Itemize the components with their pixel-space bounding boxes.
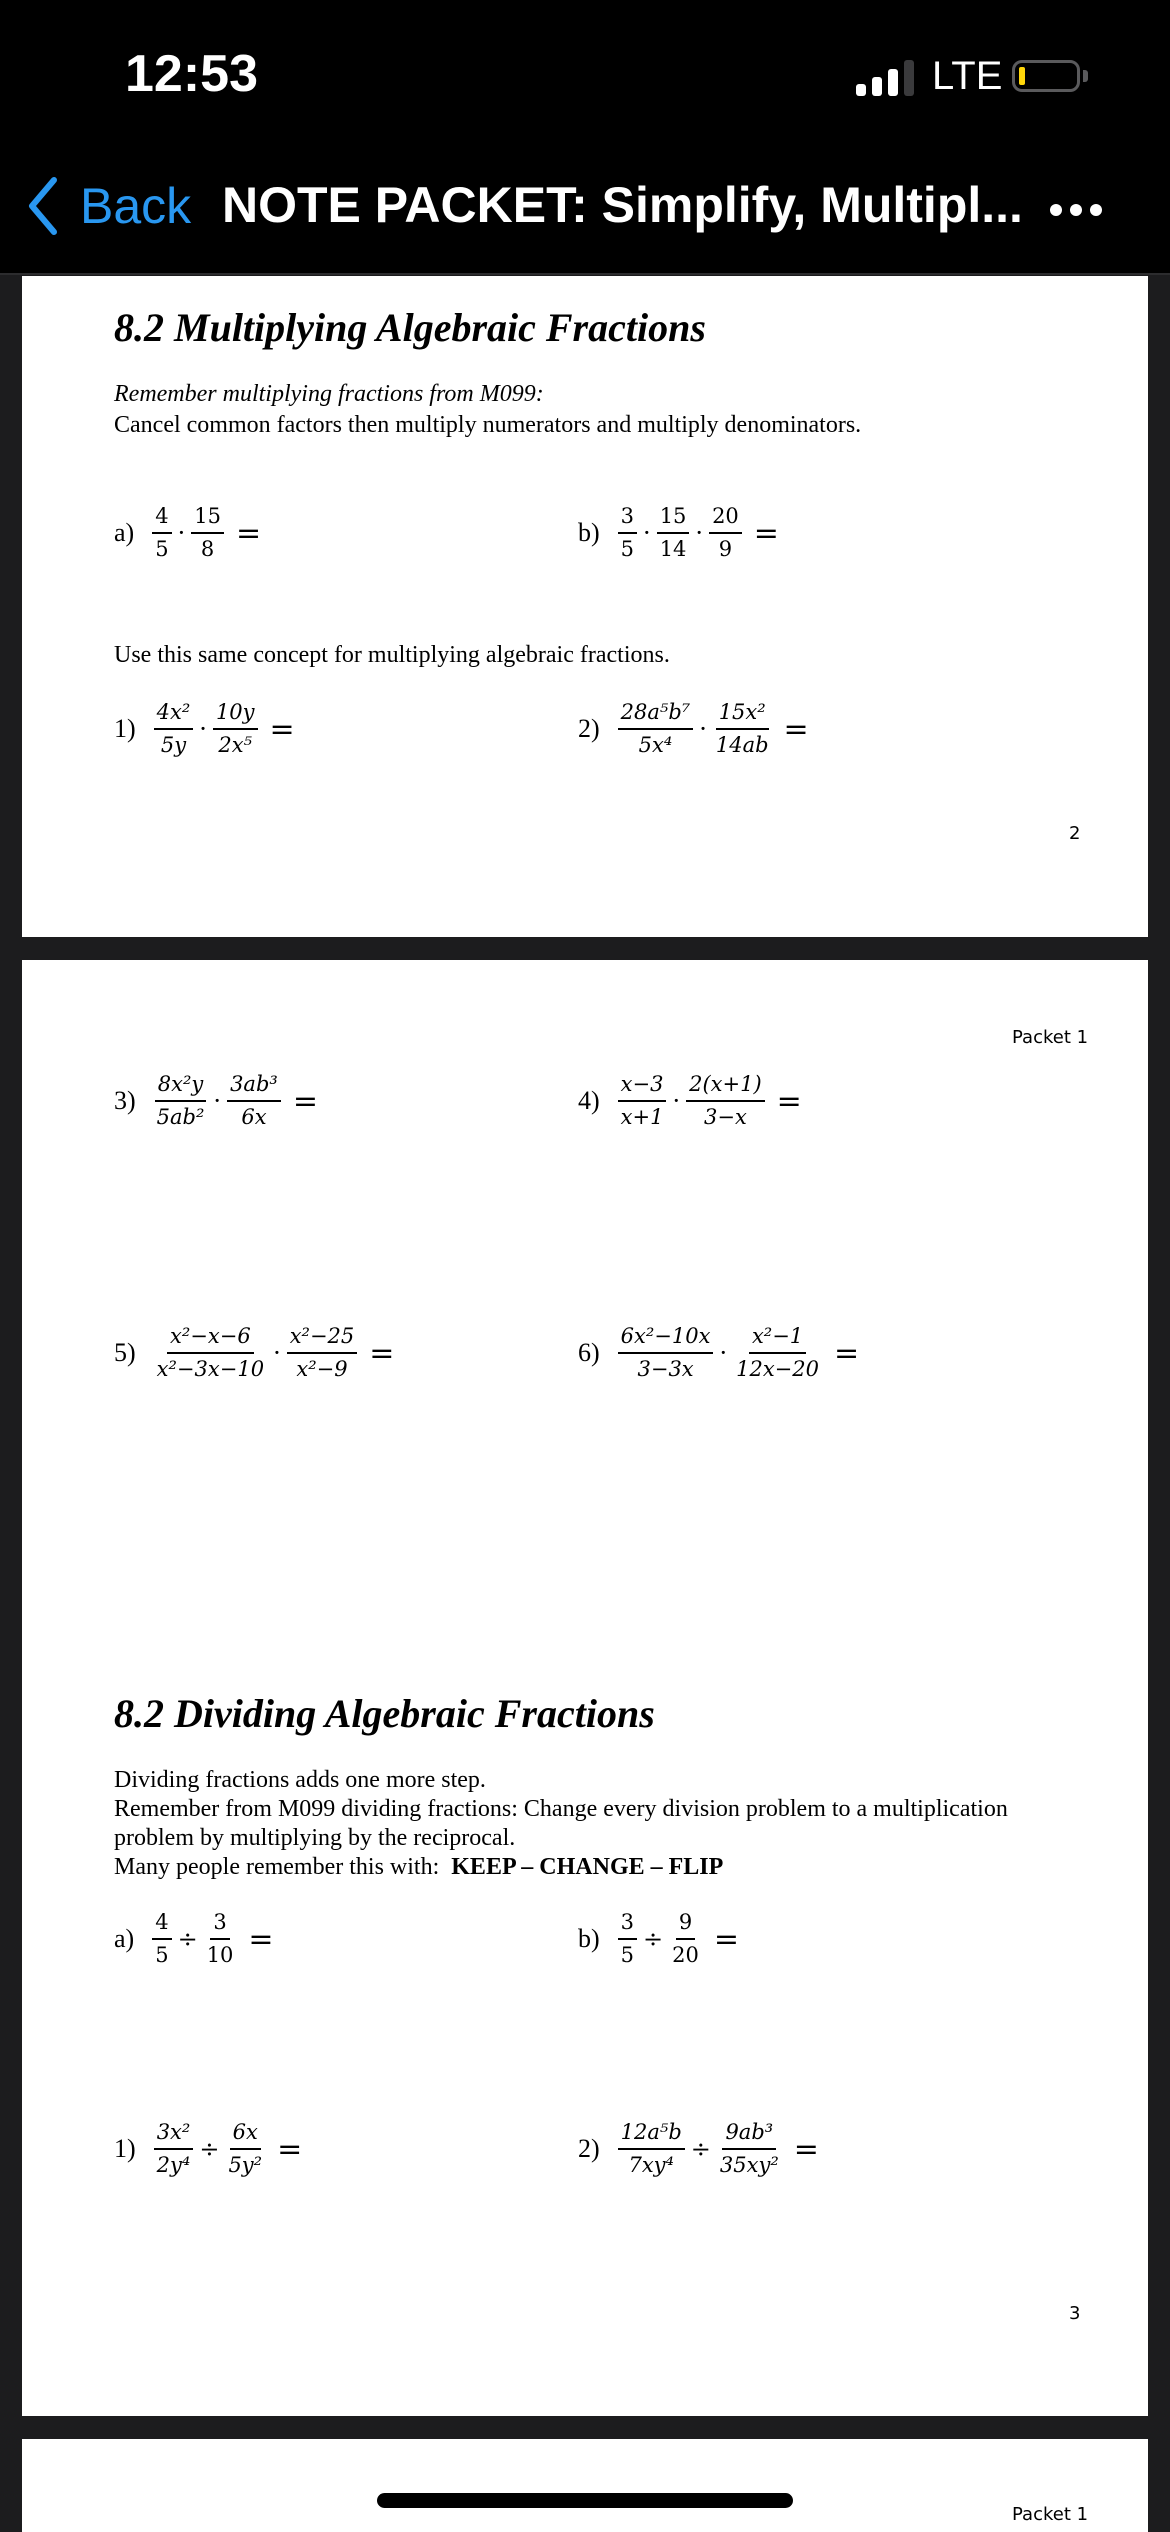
fraction <box>657 504 690 562</box>
equals-sign: = <box>248 1921 274 1957</box>
battery-level <box>1019 67 1025 85</box>
fraction <box>618 700 694 758</box>
ellipsis-dot <box>1070 204 1082 216</box>
multiply-operator: · <box>643 519 651 548</box>
fraction <box>717 2120 782 2178</box>
multiply-operator: · <box>199 715 207 744</box>
numerator: x²−25 <box>287 1324 358 1354</box>
fraction <box>213 700 258 758</box>
document-title: NOTE PACKET: Simplify, Multipl... <box>222 177 1023 233</box>
fraction <box>713 700 772 758</box>
numerator: 3ab³ <box>227 1072 281 1102</box>
fraction <box>733 1324 822 1382</box>
fraction <box>227 1072 281 1130</box>
numerator: 10y <box>213 700 258 730</box>
fraction <box>191 504 224 562</box>
numerator: 3 <box>210 1910 229 1940</box>
fraction <box>152 504 171 562</box>
problem-label: b) <box>578 1924 600 1954</box>
fraction <box>154 1072 208 1130</box>
numerator: 2(x+1) <box>686 1072 765 1102</box>
fraction <box>686 1072 765 1130</box>
denominator: 3−x <box>703 1105 747 1130</box>
numerator: x²−x−6 <box>167 1324 254 1354</box>
divide-operator: ÷ <box>199 2135 220 2164</box>
multiply-operator: · <box>672 1087 681 1116</box>
denominator: 5 <box>620 537 635 562</box>
problem-label: b) <box>578 518 600 548</box>
ellipsis-icon <box>1050 204 1062 216</box>
numerator: x²−1 <box>749 1324 806 1354</box>
equals-sign: = <box>292 1083 318 1119</box>
intro-text: Cancel common factors then multiply numerators and multiply denominators. <box>114 412 862 438</box>
concept-text: Use this same concept for multiplying algebraic fractions. <box>114 642 670 668</box>
numerator: 6x²−10x <box>618 1324 714 1354</box>
page-number: 3 <box>1069 2303 1081 2324</box>
multiply-operator: · <box>177 519 186 548</box>
denominator: 8 <box>200 537 215 562</box>
signal-strength-icon <box>856 60 916 96</box>
problem-label: 4) <box>578 1086 600 1116</box>
multiply-operator: · <box>695 519 704 548</box>
document-page-2 <box>22 276 1148 937</box>
fraction <box>618 1324 714 1382</box>
denominator: 20 <box>672 1943 699 1968</box>
numerator: 3 <box>618 1910 637 1940</box>
problem-label: 2) <box>578 714 600 744</box>
fraction <box>287 1324 358 1382</box>
fraction <box>154 1324 267 1382</box>
denominator: 5ab² <box>156 1105 205 1130</box>
document-page-3 <box>22 960 1148 2416</box>
equals-sign: = <box>269 711 295 747</box>
problem-5 <box>114 1324 394 1382</box>
fraction <box>669 1910 702 1968</box>
page-number: 2 <box>1069 823 1081 844</box>
battery-icon <box>1012 60 1080 92</box>
equals-sign: = <box>713 1921 740 1957</box>
denominator: 5 <box>155 537 169 562</box>
numerator: 12a⁵b <box>618 2120 685 2150</box>
problem-label: a) <box>114 518 135 548</box>
status-bar <box>0 0 1170 140</box>
denominator: 5x⁴ <box>638 733 673 758</box>
dividing-line-3: problem by multiplying by the reciprocal. <box>114 1825 516 1851</box>
denominator: 5 <box>620 1943 635 1968</box>
denominator: 14 <box>659 537 687 562</box>
back-button[interactable] <box>24 174 191 238</box>
numerator: 3x² <box>154 2120 194 2150</box>
problem-label: 1) <box>114 2134 136 2164</box>
denominator: x+1 <box>620 1105 664 1130</box>
denominator: 5 <box>155 1943 169 1968</box>
numerator: 28a⁵b⁷ <box>618 700 694 730</box>
numerator: 15 <box>191 504 224 534</box>
divide-operator: ÷ <box>690 2135 711 2164</box>
denominator: 12x−20 <box>736 1357 819 1382</box>
equals-sign: = <box>753 515 779 551</box>
fraction <box>709 504 742 562</box>
div-problem-1 <box>114 2120 302 2178</box>
intro-italic: Remember multiplying fractions from M099: <box>114 381 544 407</box>
mnemonic-prefix: Many people remember this with: <box>114 1854 452 1880</box>
fraction <box>152 1910 171 1968</box>
numerator: 4 <box>152 1910 171 1940</box>
network-type: LTE <box>932 54 1003 98</box>
home-indicator[interactable] <box>377 2493 793 2508</box>
mnemonic-line <box>114 1854 723 1881</box>
example-b <box>578 504 779 562</box>
numerator: 15 <box>657 504 690 534</box>
problem-1 <box>114 700 295 758</box>
denominator: 2x⁵ <box>218 733 253 758</box>
multiply-operator: · <box>273 1339 281 1368</box>
numerator: 3 <box>618 504 637 534</box>
numerator: 15x² <box>716 700 769 730</box>
problem-label: 1) <box>114 714 136 744</box>
navigation-bar <box>0 140 1170 275</box>
back-label: Back <box>80 178 192 234</box>
mnemonic-keep-change-flip: KEEP – CHANGE – FLIP <box>451 1854 724 1880</box>
problem-label: a) <box>114 1924 135 1954</box>
numerator: 8x²y <box>155 1072 207 1102</box>
numerator: 9 <box>676 1910 695 1940</box>
problem-3 <box>114 1072 318 1130</box>
fraction <box>225 2120 265 2178</box>
dividing-line-2: Remember from M099 dividing fractions: Change every division problem to a multiplication <box>114 1796 1008 1822</box>
fraction <box>154 700 194 758</box>
denominator: 9 <box>718 537 733 562</box>
equals-sign: = <box>776 1083 802 1119</box>
numerator: 6x <box>230 2120 261 2150</box>
denominator: x²−9 <box>296 1357 348 1382</box>
fraction <box>154 2120 194 2178</box>
equals-sign: = <box>369 1335 395 1371</box>
fraction <box>618 504 637 562</box>
denominator: 35xy² <box>719 2153 779 2178</box>
numerator: 20 <box>709 504 742 534</box>
equals-sign: = <box>277 2131 303 2167</box>
numerator: x−3 <box>618 1072 667 1102</box>
problem-label: 2) <box>578 2134 600 2164</box>
denominator: 5y <box>160 733 187 758</box>
divide-operator: ÷ <box>643 1925 664 1954</box>
fraction <box>618 2120 685 2178</box>
denominator: x²−3x−10 <box>156 1357 265 1382</box>
equals-sign: = <box>793 2131 819 2167</box>
problem-label: 6) <box>578 1338 600 1368</box>
problem-label: 5) <box>114 1338 136 1368</box>
chevron-left-icon <box>24 174 64 238</box>
problem-2 <box>578 700 809 758</box>
denominator: 14ab <box>715 733 769 758</box>
equals-sign: = <box>235 515 262 551</box>
equals-sign: = <box>783 711 809 747</box>
problem-label: 3) <box>114 1086 136 1116</box>
denominator: 2y⁴ <box>156 2153 191 2178</box>
document-page-4 <box>22 2439 1148 2532</box>
fraction <box>618 1910 637 1968</box>
denominator: 7xy⁴ <box>628 2153 674 2178</box>
battery-tip <box>1083 70 1088 82</box>
status-time: 12:53 <box>125 45 258 103</box>
numerator: 4 <box>152 504 171 534</box>
dividing-line-1: Dividing fractions adds one more step. <box>114 1767 486 1793</box>
div-example-b <box>578 1910 739 1968</box>
div-problem-2 <box>578 2120 819 2178</box>
denominator: 3−3x <box>637 1357 694 1382</box>
multiply-operator: · <box>719 1339 728 1368</box>
problem-4 <box>578 1072 802 1130</box>
fraction <box>618 1072 667 1130</box>
equals-sign: = <box>834 1335 860 1371</box>
div-example-a <box>114 1910 274 1968</box>
section-heading-dividing: 8.2 Dividing Algebraic Fractions <box>114 1691 655 1736</box>
section-heading-multiplying: 8.2 Multiplying Algebraic Fractions <box>114 305 706 350</box>
page-header: Packet 1 <box>1012 1027 1089 1048</box>
denominator: 5y² <box>228 2153 263 2178</box>
numerator: 4x² <box>154 700 194 730</box>
divide-operator: ÷ <box>177 1925 198 1954</box>
ellipsis-dot <box>1090 204 1102 216</box>
denominator: 10 <box>206 1943 234 1968</box>
denominator: 6x <box>241 1105 267 1130</box>
page-header: Packet 1 <box>1012 2504 1089 2525</box>
fraction <box>204 1910 237 1968</box>
multiply-operator: · <box>699 715 707 744</box>
more-options-button[interactable] <box>1050 200 1110 220</box>
numerator: 9ab³ <box>722 2120 776 2150</box>
example-a <box>114 504 261 562</box>
multiply-operator: · <box>213 1087 222 1116</box>
problem-6 <box>578 1324 859 1382</box>
